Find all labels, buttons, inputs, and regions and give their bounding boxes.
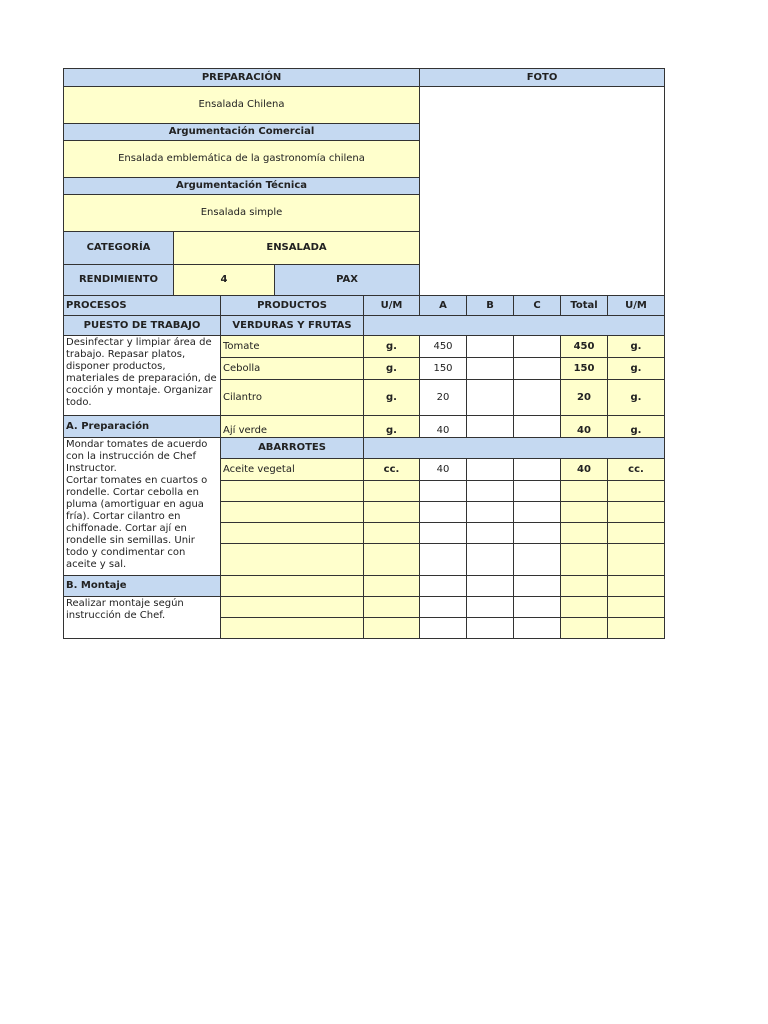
arg-tecnica-text: Ensalada simple (64, 195, 420, 232)
section-montaje: B. Montaje (64, 576, 221, 597)
col-a: A (420, 296, 467, 316)
product-total: 40 (561, 459, 608, 481)
product-um: g. (364, 380, 420, 416)
product-c (514, 336, 561, 358)
preparacion-text: Mondar tomates de acuerdo con la instrucción de Chef Instructor. Cortar tomates en cuartos o rondelle. Cortar cebolla en pluma (amortiguar en agua fría). Cortar cilantro en chiffonade. Cortar ají en rondelle sin semillas. Unir todo y condimentar con aceite y sal. (64, 438, 221, 576)
rendimiento-value: 4 (174, 265, 275, 296)
product-um: cc. (364, 459, 420, 481)
col-productos: PRODUCTOS (221, 296, 364, 316)
product-um2: g. (608, 336, 665, 358)
puesto-text: Desinfectar y limpiar área de trabajo. Repasar platos, disponer productos, materiales de preparación, de cocción y montaje. Organizar todo. (64, 336, 221, 416)
product-total: 20 (561, 380, 608, 416)
product-name: Aceite vegetal (221, 459, 364, 481)
col-procesos: PROCESOS (64, 296, 221, 316)
product-c (514, 459, 561, 481)
pax-label: PAX (275, 265, 420, 296)
arg-tecnica-label: Argumentación Técnica (64, 178, 420, 195)
categoria-value: ENSALADA (174, 232, 420, 265)
dish-name: Ensalada Chilena (64, 87, 420, 124)
section-verduras-fill (364, 316, 665, 336)
preparacion-header: PREPARACIÓN (64, 69, 420, 87)
col-c: C (514, 296, 561, 316)
product-um2: g. (608, 416, 665, 438)
montaje-text: Realizar montaje según instrucción de Chef. (64, 597, 221, 639)
product-um2: g. (608, 358, 665, 380)
empty-row (64, 597, 665, 618)
col-um: U/M (364, 296, 420, 316)
table-row (64, 416, 665, 438)
product-name: Ají verde (221, 416, 364, 438)
col-b: B (467, 296, 514, 316)
arg-comercial-text: Ensalada emblemática de la gastronomía chilena (64, 141, 420, 178)
product-b (467, 380, 514, 416)
section-abarrotes-fill (364, 438, 665, 459)
product-um: g. (364, 336, 420, 358)
section-puesto: PUESTO DE TRABAJO (64, 316, 221, 336)
product-b (467, 416, 514, 438)
product-c (514, 416, 561, 438)
rendimiento-label: RENDIMIENTO (64, 265, 174, 296)
product-c (514, 358, 561, 380)
categoria-label: CATEGORÍA (64, 232, 174, 265)
product-um2: g. (608, 380, 665, 416)
product-name: Cebolla (221, 358, 364, 380)
product-name: Cilantro (221, 380, 364, 416)
product-a: 450 (420, 336, 467, 358)
arg-comercial-label: Argumentación Comercial (64, 124, 420, 141)
product-a: 40 (420, 416, 467, 438)
product-um: g. (364, 358, 420, 380)
product-a: 150 (420, 358, 467, 380)
product-name: Tomate (221, 336, 364, 358)
products-table (63, 295, 665, 639)
product-um: g. (364, 416, 420, 438)
product-b (467, 459, 514, 481)
product-b (467, 336, 514, 358)
col-total: Total (561, 296, 608, 316)
product-um2: cc. (608, 459, 665, 481)
col-um2: U/M (608, 296, 665, 316)
section-verduras: VERDURAS Y FRUTAS (221, 316, 364, 336)
product-c (514, 380, 561, 416)
table-row (64, 336, 665, 358)
product-total: 150 (561, 358, 608, 380)
product-a: 40 (420, 459, 467, 481)
top-table (63, 68, 665, 296)
section-abarrotes: ABARROTES (221, 438, 364, 459)
empty-row (64, 576, 665, 597)
product-b (467, 358, 514, 380)
product-total: 40 (561, 416, 608, 438)
photo-area (420, 87, 665, 296)
product-total: 450 (561, 336, 608, 358)
section-preparacion: A. Preparación (64, 416, 221, 438)
recipe-sheet (63, 68, 664, 639)
product-a: 20 (420, 380, 467, 416)
foto-header: FOTO (420, 69, 665, 87)
